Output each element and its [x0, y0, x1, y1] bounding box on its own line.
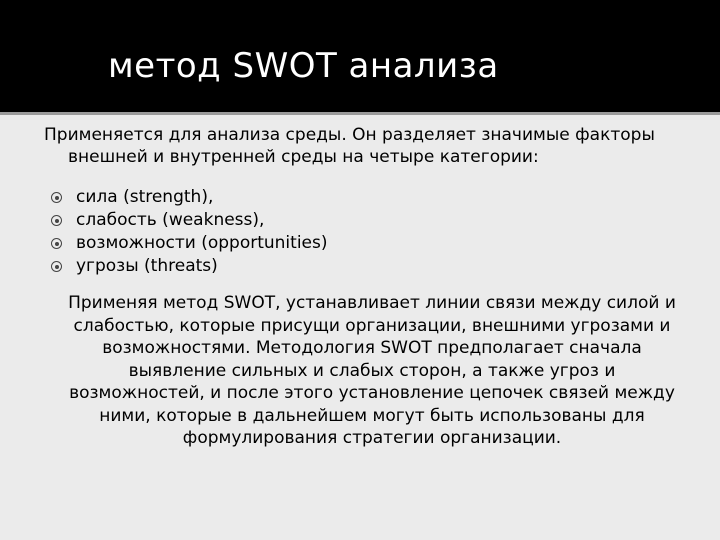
list-item-label: слабость (weakness),: [76, 210, 265, 230]
title-divider: [0, 112, 720, 115]
list-item: [46, 232, 328, 255]
circle-bullet-icon: [51, 192, 62, 203]
circle-bullet-icon: [51, 238, 62, 249]
list-item: [46, 186, 328, 209]
slide-title: метод SWOT анализа: [108, 46, 499, 86]
category-list: [46, 186, 328, 278]
list-item-label: угрозы (threats): [76, 256, 218, 276]
circle-bullet-icon: [51, 261, 62, 272]
list-item-label: сила (strength),: [76, 187, 214, 207]
title-bar: [0, 0, 720, 112]
circle-bullet-icon: [51, 215, 62, 226]
list-item-label: возможности (opportunities): [76, 233, 328, 253]
method-paragraph: Применяя метод SWOT, устанавливает линии связи между силой и слабостью, которые присущи организации, внешними угрозами и возможностями. Методология SWOT предполагает сначала выявление сильных и слабых сторон, а также угроз и возможностей, и после этого установление цепочек связей между ними, которые в дальнейшем могут быть использованы для формулирования стратегии организации.: [68, 293, 676, 448]
intro-paragraph: Применяется для анализа среды. Он разделяет значимые факторы внешней и внутренней среды на четыре категории:: [44, 125, 655, 167]
list-item: [46, 255, 328, 278]
list-item: [46, 209, 328, 232]
